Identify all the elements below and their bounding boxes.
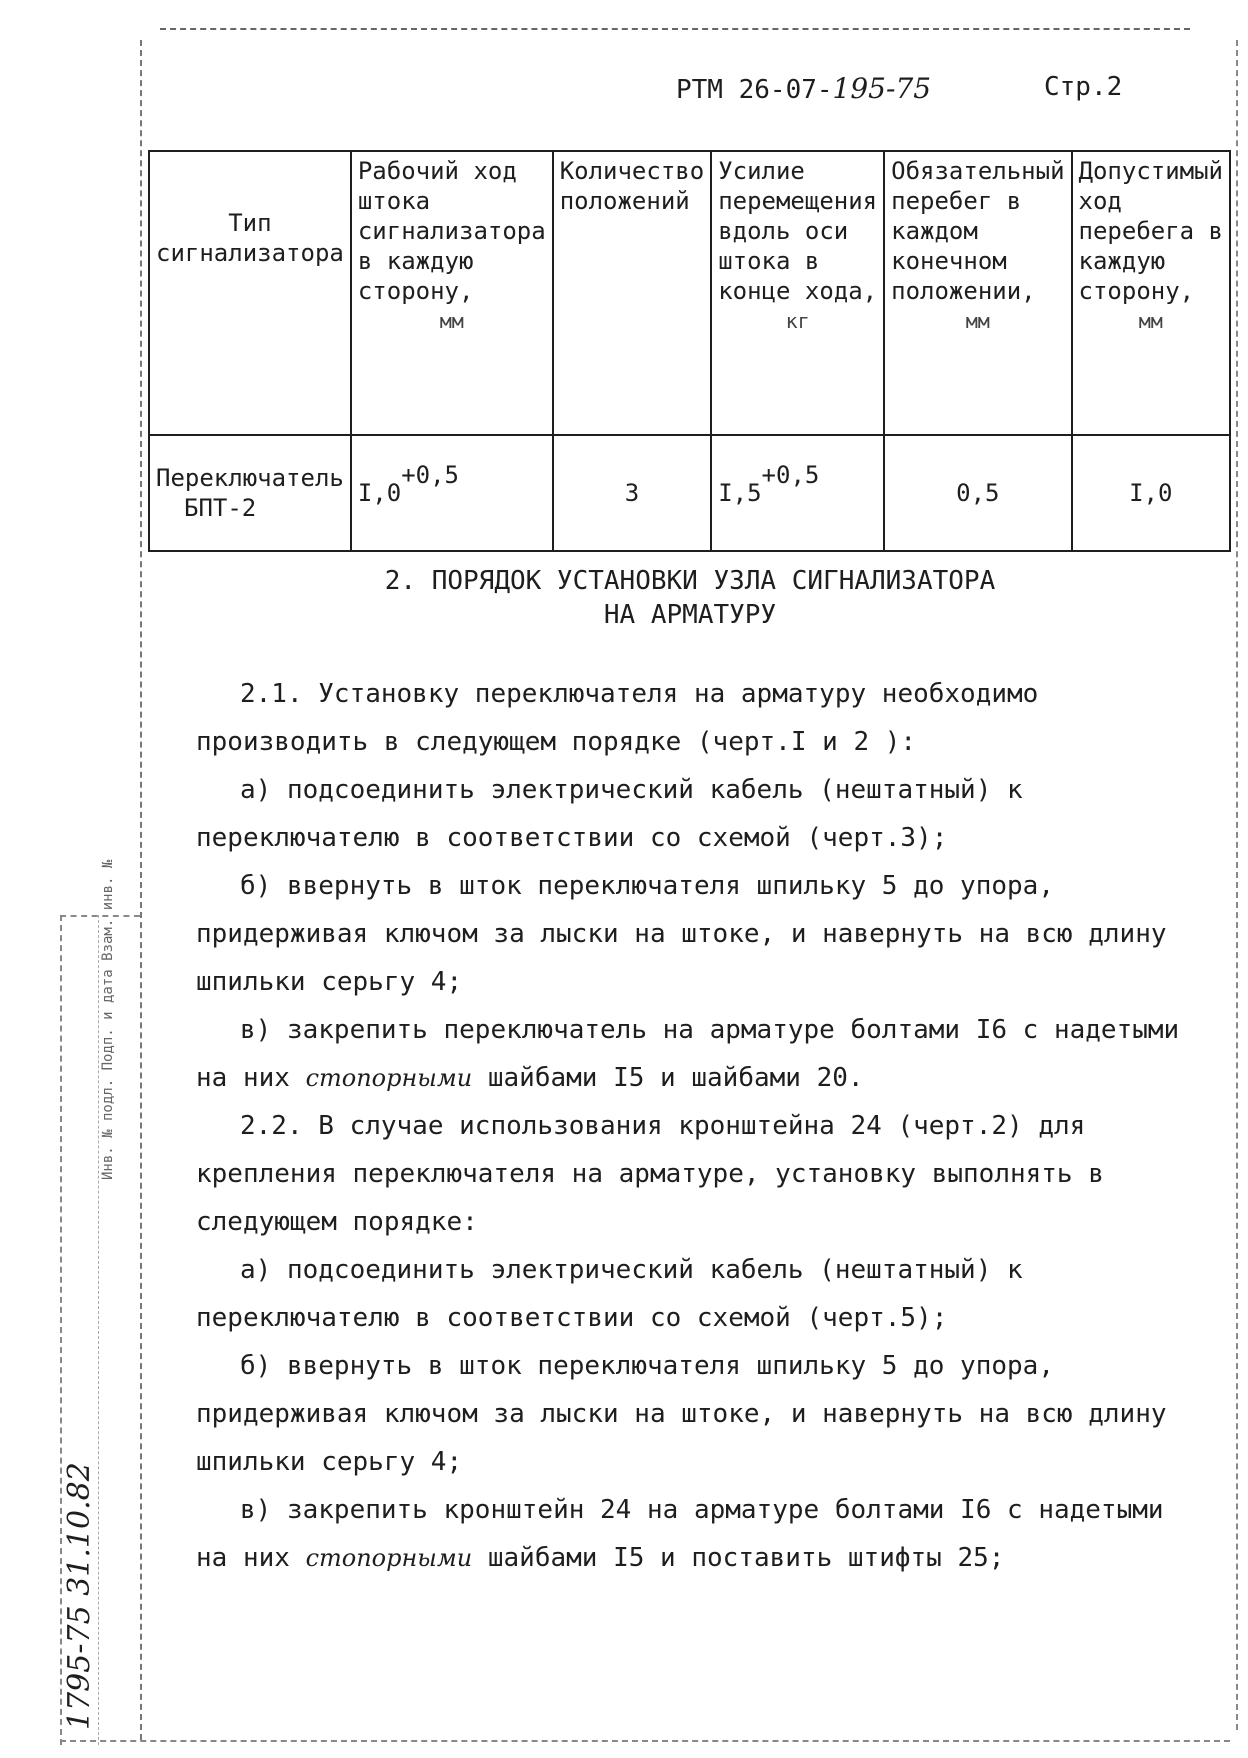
paragraph-2-2-a: а) подсоединить электрический кабель (нештатный) к переключателю в соответствии со схемой (черт.5); (196, 1255, 1023, 1333)
stamp-mid-line (98, 915, 99, 1745)
header-cell-type: Тип сигнализатора (149, 151, 351, 435)
margin-handwritten-number: 1795-75 31.10.82 (62, 1462, 97, 1730)
handwritten-insert-2: стопорными (305, 1544, 473, 1572)
page-number (1044, 72, 1122, 102)
section-title-line1: 2. ПОРЯДОК УСТАНОВКИ УЗЛА СИГНАЛИЗАТОРА (384, 566, 996, 596)
table-header-row (149, 151, 1230, 435)
cell-type: Переключатель БПТ-2 (149, 435, 351, 551)
paragraph-2-1-v: в) закрепить переключатель на арматуре болтами I6 с надетыми на них стопорными шайбами I5 и шайбами 20. (196, 1015, 1180, 1093)
page-num: 2 (1106, 72, 1123, 102)
paragraph-2-1: 2.1. Установку переключателя на арматуру необходимо производить в следующем порядке (черт.I и 2 ): (196, 679, 1039, 757)
frame-right-line (1236, 40, 1238, 1730)
frame-bottom-line (60, 1740, 1230, 1742)
frame-top-line (160, 28, 1190, 30)
document-code (676, 72, 931, 105)
document-code-prefix: РТМ 26-07- (676, 75, 833, 105)
paragraph-2-1-b: б) ввернуть в шток переключателя шпильку 5 до упора, придерживая ключом за лыски на штоке, и навернуть на всю длину шпильки серьгу 4; (196, 871, 1167, 997)
header-cell-positions: Количество положений (553, 151, 712, 435)
cell-allowed: I,0 (1072, 435, 1231, 551)
document-code-handwritten: 195-75 (832, 72, 932, 105)
paragraph-2-2-b: б) ввернуть в шток переключателя шпильку 5 до упора, придерживая ключом за лыски на штоке, и навернуть на всю длину шпильки серьгу 4; (196, 1351, 1167, 1477)
section-title-line2: НА АРМАТУРУ (603, 600, 777, 630)
header-cell-force: Усилие перемещения вдоль оси штока в конце хода, кг (711, 151, 884, 435)
spec-table (148, 150, 1231, 552)
page-label: Стр. (1044, 72, 1107, 102)
header-cell-overtravel: Обязательный перебег в каждом конечном положении, мм (884, 151, 1071, 435)
header-cell-stroke: Рабочий ход штока сигнализатора в каждую сторону, мм (351, 151, 553, 435)
header-cell-allowed: Допустимый ход перебега в каждую сторону, мм (1072, 151, 1231, 435)
paragraph-2-2: 2.2. В случае использования кронштейна 24 (черт.2) для крепления переключателя на арматуре, установку выполнять в следующем порядке: (196, 1111, 1104, 1237)
cell-force: I,5+0,5 (711, 435, 884, 551)
cell-stroke: I,0+0,5 (351, 435, 553, 551)
frame-left-line (140, 40, 142, 1740)
cell-overtravel: 0,5 (884, 435, 1071, 551)
handwritten-insert: стопорными (305, 1064, 473, 1092)
cell-positions: 3 (553, 435, 712, 551)
margin-stamp-text: Инв. № подл. Подп. и дата Взам. инв. № (100, 859, 116, 1180)
paragraph-2-2-v: в) закрепить кронштейн 24 на арматуре болтами I6 с надетыми на них стопорными шайбами I5 и поставить штифты 25; (196, 1495, 1164, 1573)
paragraph-2-1-a: а) подсоединить электрический кабель (нештатный) к переключателю в соответствии со схемой (черт.3); (196, 775, 1023, 853)
table-row (149, 435, 1230, 551)
